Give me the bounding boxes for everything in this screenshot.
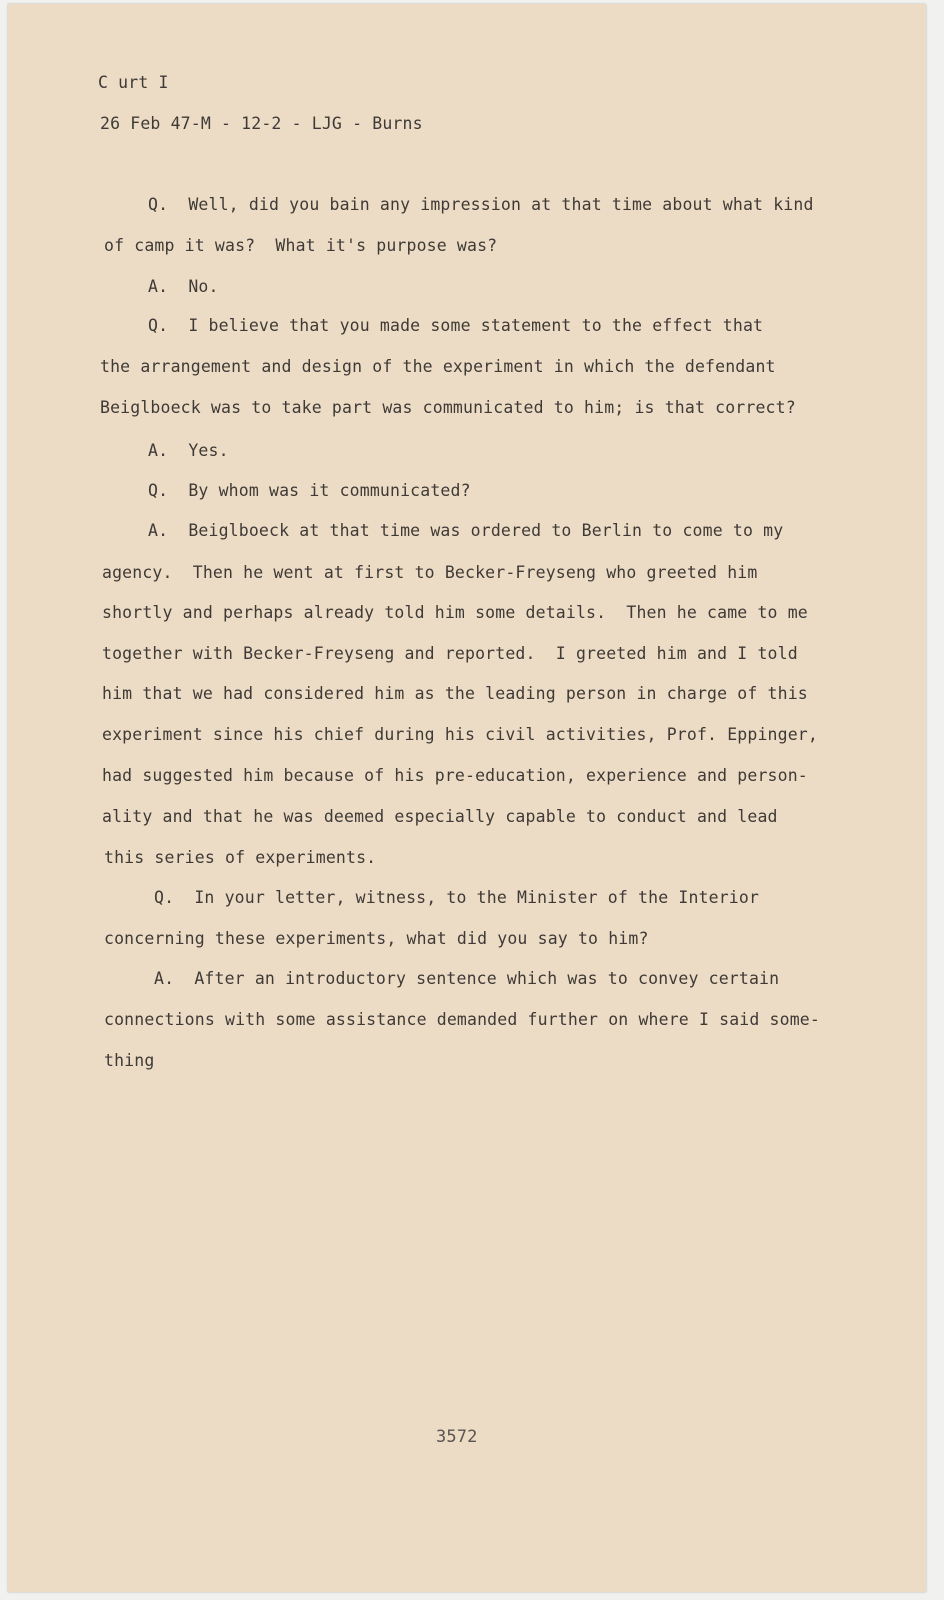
transcript-line: Q. By whom was it communicated?: [148, 481, 471, 500]
transcript-line: Beiglboeck was to take part was communicated to him; is that correct?: [100, 398, 796, 417]
transcript-line: A. Yes.: [148, 441, 229, 460]
transcript-line: Q. Well, did you bain any impression at that time about what kind: [148, 195, 814, 214]
transcript-line: A. Beiglboeck at that time was ordered to Berlin to come to my: [148, 521, 784, 540]
transcript-line: connections with some assistance demanded further on where I said some-: [104, 1010, 820, 1029]
page-number: 3572: [436, 1427, 478, 1447]
transcript-line: of camp it was? What it's purpose was?: [104, 236, 498, 255]
session-line: 26 Feb 47-M - 12-2 - LJG - Burns: [100, 114, 423, 133]
court-heading: C urt I: [98, 73, 169, 92]
transcript-line: ality and that he was deemed especially capable to conduct and lead: [102, 807, 778, 826]
transcript-line: had suggested him because of his pre-education, experience and person-: [102, 766, 808, 785]
transcript-line: thing: [104, 1051, 155, 1070]
transcript-line: experiment since his chief during his civil activities, Prof. Eppinger,: [102, 725, 818, 744]
transcript-line: A. No.: [148, 277, 219, 296]
transcript-line: this series of experiments.: [104, 848, 377, 867]
transcript-line: the arrangement and design of the experiment in which the defendant: [100, 357, 776, 376]
transcript-line: Q. In your letter, witness, to the Minister of the Interior: [154, 888, 760, 907]
transcript-line: A. After an introductory sentence which was to convey certain: [154, 969, 780, 988]
transcript-line: agency. Then he went at first to Becker-Freyseng who greeted him: [102, 563, 758, 582]
transcript-line: Q. I believe that you made some statement to the effect that: [148, 316, 764, 335]
document-page: [8, 4, 926, 1592]
transcript-line: shortly and perhaps already told him some details. Then he came to me: [102, 603, 808, 622]
transcript-line: him that we had considered him as the leading person in charge of this: [102, 684, 808, 703]
transcript-line: together with Becker-Freyseng and reported. I greeted him and I told: [102, 644, 798, 663]
transcript-line: concerning these experiments, what did you say to him?: [104, 929, 649, 948]
